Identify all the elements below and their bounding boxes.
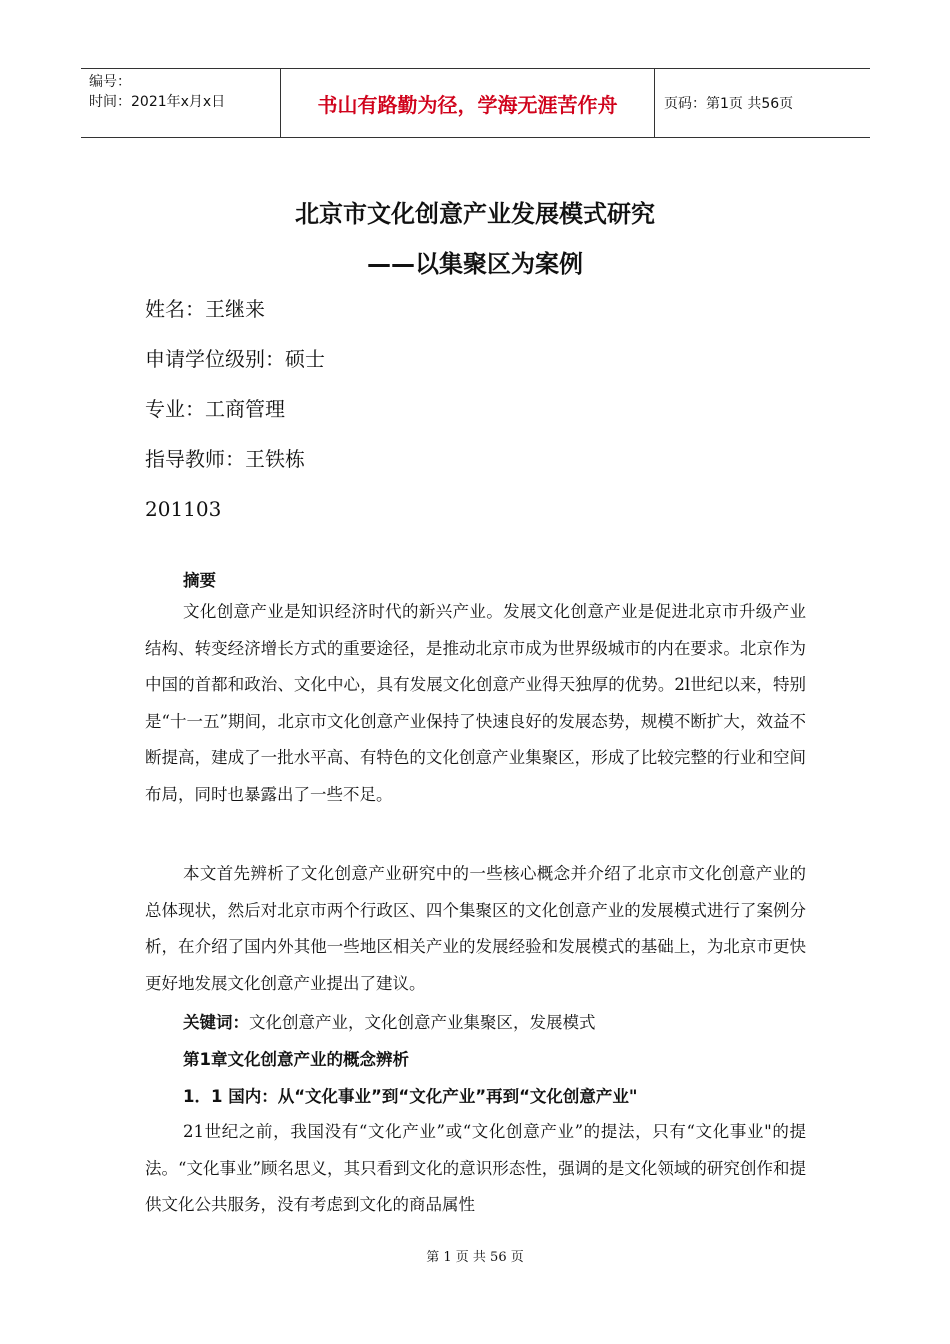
degree-level: 申请学位级别：硕士 <box>145 347 325 371</box>
keywords-line <box>183 1009 596 1033</box>
abstract-paragraph-1: 文化创意产业是知识经济时代的新兴产业。发展文化创意产业是促进北京市升级产业结构、转变经济增长方式的重要途径，是推动北京市成为世界级城市的内在要求。北京作为中国的首都和政治、文化中心，具有发展文化创意产业得天独厚的优势。2l世纪以来，特别是“十一五”期间，北京市文化创意产业保持了快速良好的发展态势，规模不断扩大，效益不断提高，建成了一批水平高、有特色的文化创意产业集聚区，形成了比较完整的行业和空间布局，同时也暴露出了一些不足。 <box>145 602 806 804</box>
header-page-info: 页码：第1页 共56页 <box>664 96 794 112</box>
document-title: 北京市文化创意产业发展模式研究 <box>295 200 655 228</box>
submission-date: 201103 <box>145 497 222 521</box>
advisor: 指导教师：王铁栋 <box>145 447 305 471</box>
keywords-label: 关键词： <box>183 1013 249 1032</box>
section-title: 1．1 国内：从“文化事业”到“文化产业”再到“文化创意产业" <box>183 1087 638 1106</box>
abstract-heading: 摘要 <box>183 571 216 590</box>
major: 专业：工商管理 <box>145 397 285 421</box>
author-name: 姓名：王继来 <box>145 297 265 321</box>
chapter-paragraph: 21世纪之前，我国没有“文化产业”或“文化创意产业”的提法，只有“文化事业"的提法。“文化事业”顾名思义，其只看到文化的意识形态性，强调的是文化领域的研究创作和提供文化公共服务，没有考虑到文化的商品属性 <box>145 1122 806 1214</box>
page-header <box>81 68 870 138</box>
abstract-paragraph-2: 本文首先辨析了文化创意产业研究中的一些核心概念并介绍了北京市文化创意产业的总体现状，然后对北京市两个行政区、四个集聚区的文化创意产业的发展模式进行了案例分析，在介绍了国内外其他一些地区相关产业的发展经验和发展模式的基础上，为北京市更快更好地发展文化创意产业提出了建议。 <box>145 864 806 993</box>
header-number-label: 编号： <box>89 74 131 90</box>
chapter-title: 第1章文化创意产业的概念辨析 <box>183 1050 409 1069</box>
header-motto: 书山有路勤为径，学海无涯苦作舟 <box>281 69 655 137</box>
document-subtitle: ——以集聚区为案例 <box>367 250 583 278</box>
header-time-label: 时间：2021年x月x日 <box>89 94 226 110</box>
page-footer: 第 1 页 共 56 页 <box>426 1250 524 1265</box>
header-info-cell <box>81 69 281 137</box>
keywords-text: 文化创意产业，文化创意产业集聚区，发展模式 <box>249 1013 596 1032</box>
